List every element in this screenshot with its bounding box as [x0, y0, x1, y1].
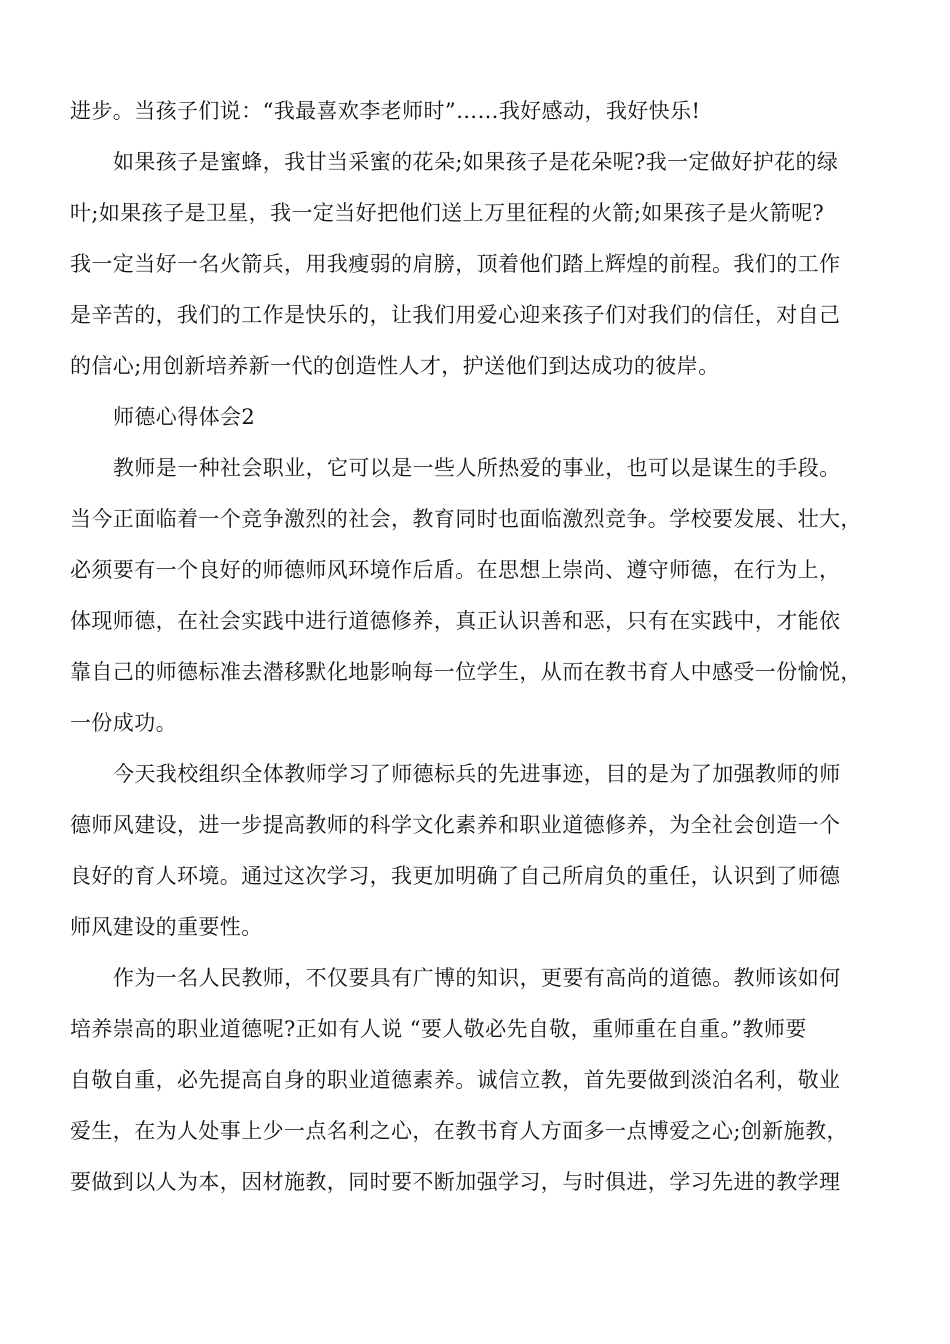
text-line: 今天我校组织全体教师学习了师德标兵的先进事迹，目的是为了加强教师的师 — [113, 762, 841, 786]
text-line: 的信心;用创新培养新一代的创造性人才，护送他们到达成功的彼岸。 — [70, 354, 720, 378]
text-line: 一份成功。 — [70, 711, 177, 735]
text-line: 培养崇高的职业道德呢?正如有人说 “要人敬必先自敬，重师重在自重。”教师要 — [70, 1017, 807, 1041]
text-line: 自敬自重，必先提高自身的职业道德素养。诚信立教，首先要做到淡泊名利，敬业 — [70, 1068, 841, 1092]
text-line: 必须要有一个良好的师德师风环境作后盾。在思想上崇尚、遵守师德，在行为上， — [70, 558, 841, 582]
text-line: 师风建设的重要性。 — [70, 915, 263, 939]
text-line: 靠自己的师德标准去潜移默化地影响每一位学生，从而在教书育人中感受一份愉悦， — [70, 660, 862, 684]
text-line: 当今正面临着一个竞争激烈的社会，教育同时也面临激烈竞争。学校要发展、壮大， — [70, 507, 862, 531]
text-line: 是辛苦的，我们的工作是快乐的，让我们用爱心迎来孩子们对我们的信任，对自己 — [70, 303, 841, 327]
text-line: 德师风建设，进一步提高教师的科学文化素养和职业道德修养，为全社会创造一个 — [70, 813, 841, 837]
text-line: 爱生，在为人处事上少一点名利之心，在教书育人方面多一点博爱之心;创新施教， — [70, 1119, 848, 1143]
text-line: 我一定当好一名火箭兵，用我瘦弱的肩膀，顶着他们踏上辉煌的前程。我们的工作 — [70, 252, 841, 276]
text-line: 良好的育人环境。通过这次学习，我更加明确了自己所肩负的重任，认识到了师德 — [70, 864, 841, 888]
text-line: 如果孩子是蜜蜂，我甘当采蜜的花朵;如果孩子是花朵呢?我一定做好护花的绿 — [113, 150, 839, 174]
text-line: 叶;如果孩子是卫星，我一定当好把他们送上万里征程的火箭;如果孩子是火箭呢? — [70, 201, 825, 225]
section-heading: 师德心得体会2 — [113, 405, 256, 429]
text-line: 进步。当孩子们说：“我最喜欢李老师时”……我好感动，我好快乐! — [70, 99, 701, 123]
text-line: 作为一名人民教师，不仅要具有广博的知识，更要有高尚的道德。教师该如何 — [113, 966, 841, 990]
text-line: 体现师德，在社会实践中进行道德修养，真正认识善和恶，只有在实践中，才能依 — [70, 609, 841, 633]
text-line: 教师是一种社会职业，它可以是一些人所热爱的事业，也可以是谋生的手段。 — [113, 456, 841, 480]
text-line: 要做到以人为本，因材施教，同时要不断加强学习，与时俱进，学习先进的教学理 — [70, 1170, 841, 1194]
